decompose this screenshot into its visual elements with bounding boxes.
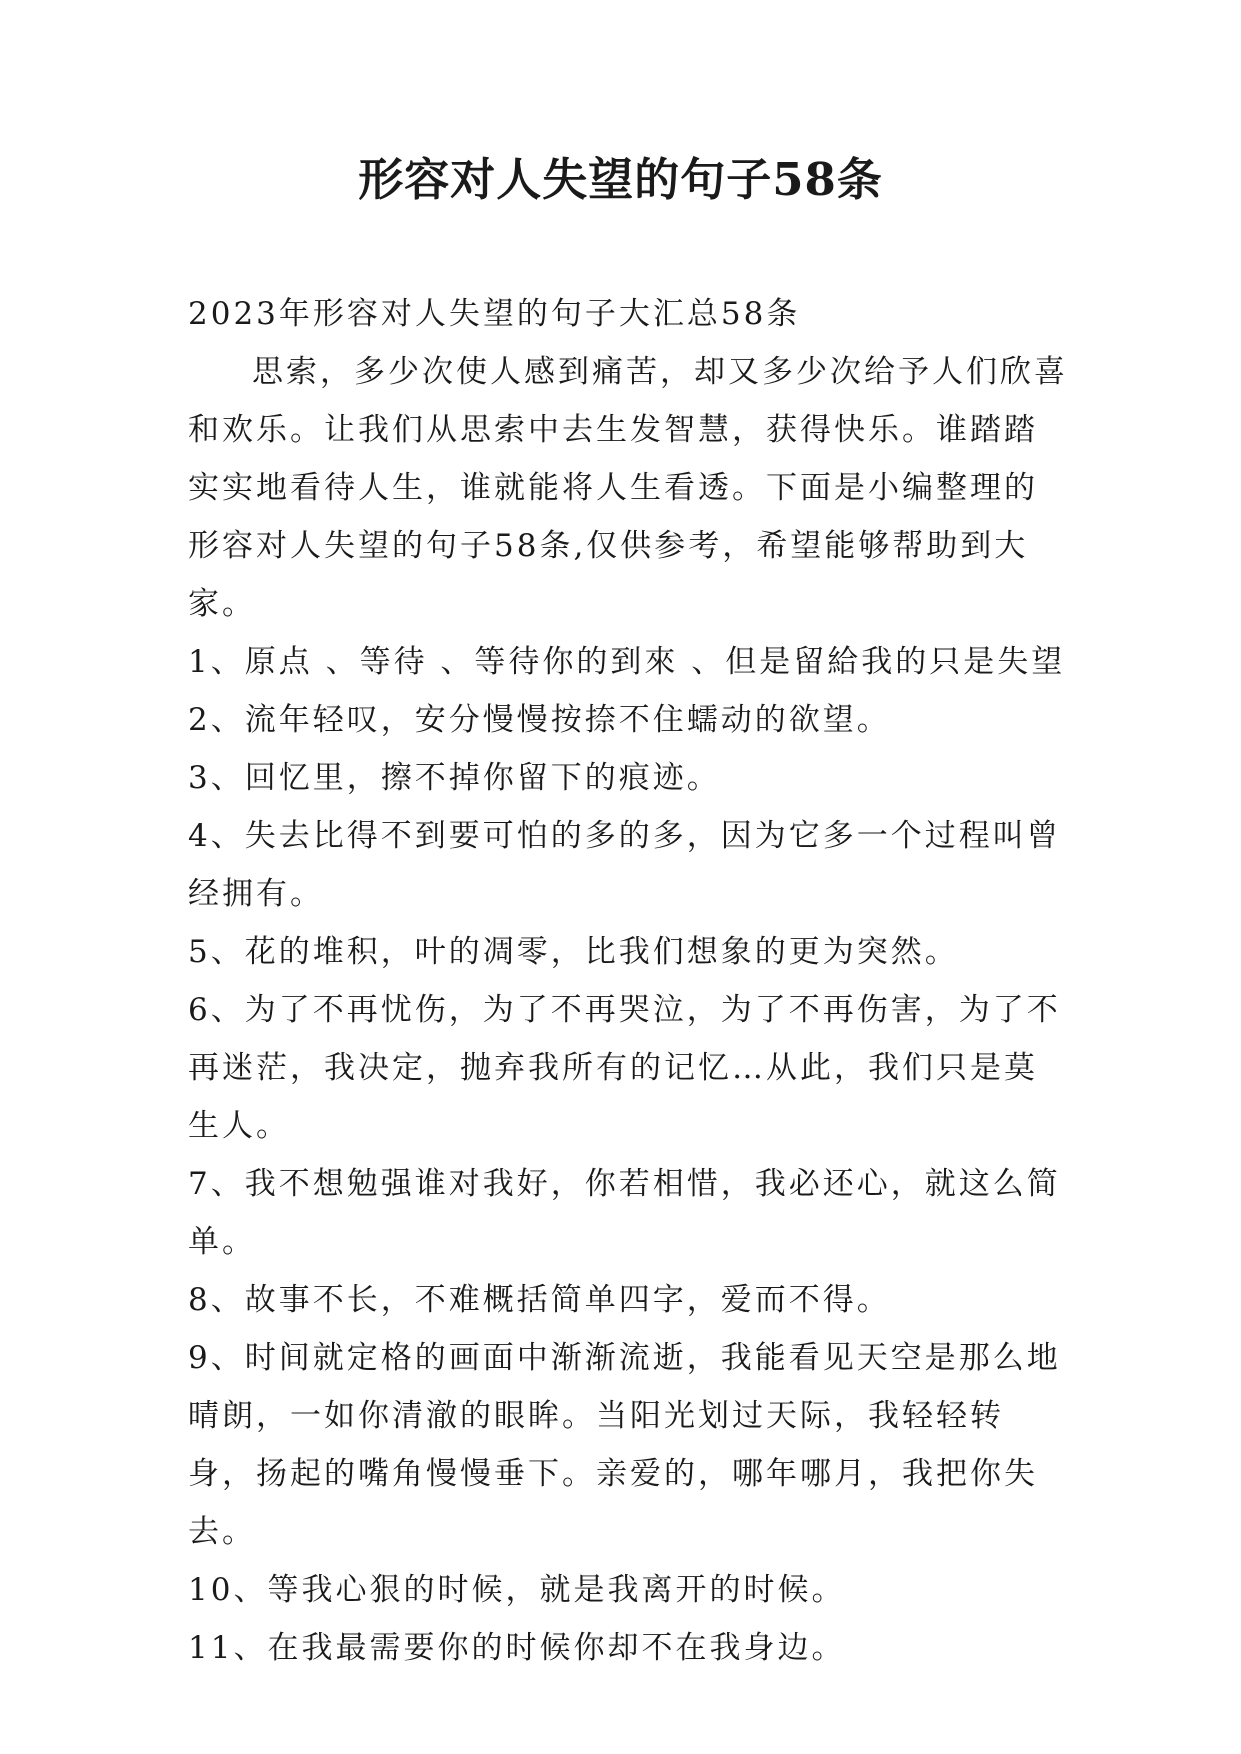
document-body xyxy=(188,285,1068,1677)
document-subtitle: 2023年形容对人失望的句子大汇总58条 xyxy=(188,296,801,332)
list-item: 9、时间就定格的画面中渐渐流逝，我能看见天空是那么地晴朗，一如你清澈的眼眸。当阳光划过天际，我轻轻转身，扬起的嘴角慢慢垂下。亲爱的，哪年哪月，我把你失去。 xyxy=(188,1340,1061,1550)
list-item: 3、回忆里，擦不掉你留下的痕迹。 xyxy=(188,760,721,796)
document-title: 形容对人失望的句子58条 xyxy=(358,153,883,206)
list-item: 4、失去比得不到要可怕的多的多，因为它多一个过程叫曾经拥有。 xyxy=(188,818,1061,912)
list-item: 8、故事不长，不难概括简单四字，爱而不得。 xyxy=(188,1282,891,1318)
intro-paragraph: 思索，多少次使人感到痛苦，却又多少次给予人们欣喜和欢乐。让我们从思索中去生发智慧，获得快乐。谁踏踏实实地看待人生，谁就能将人生看透。下面是小编整理的形容对人失望的句子58条,仅供参考，希望能够帮助到大家。 xyxy=(188,354,1068,622)
list-item: 10、等我心狠的时候，就是我离开的时候。 xyxy=(188,1572,846,1608)
list-item: 2、流年轻叹，安分慢慢按捺不住蠕动的欲望。 xyxy=(188,702,891,738)
list-item: 11、在我最需要你的时候你却不在我身边。 xyxy=(188,1630,846,1666)
list-item: 6、为了不再忧伤，为了不再哭泣，为了不再伤害，为了不再迷茫，我决定，抛弃我所有的记忆…从此，我们只是莫生人。 xyxy=(188,992,1061,1144)
list-item: 5、花的堆积，叶的凋零，比我们想象的更为突然。 xyxy=(188,934,959,970)
list-item: 7、我不想勉强谁对我好，你若相惜，我必还心，就这么简单。 xyxy=(188,1166,1061,1260)
list-item: 1、原点 、等待 、等待你的到來 、但是留給我的只是失望 xyxy=(188,644,1066,680)
